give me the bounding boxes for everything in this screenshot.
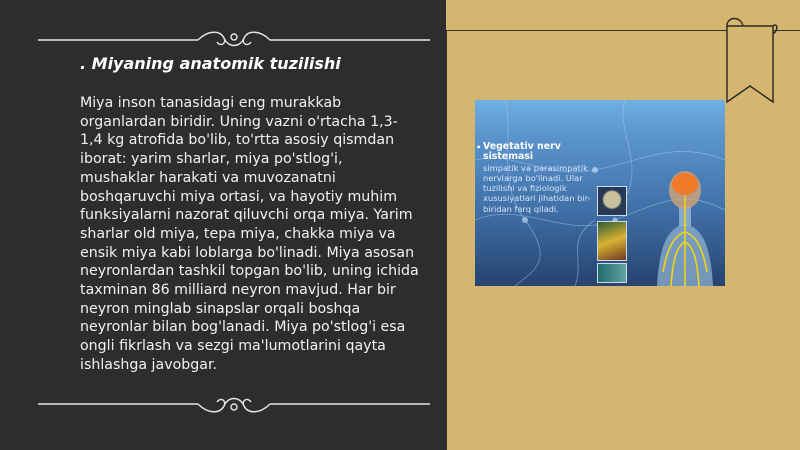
bookmark-ribbon-icon [721, 16, 781, 108]
image-panel [446, 0, 800, 450]
brain-thumbnail [597, 186, 627, 216]
nerve-thumbnail [597, 221, 627, 261]
flourish-divider-icon [38, 28, 430, 52]
caption-bullet: • [476, 142, 482, 152]
nervous-system-image [475, 100, 725, 286]
tissue-thumbnail [597, 263, 627, 283]
caption-heading: Vegetativ nerv sistemasi [483, 141, 561, 163]
image-caption [476, 141, 593, 214]
slide-heading: . Miyaning anatomik tuzilishi [80, 54, 341, 73]
caption-body: simpatik va parasimpatik nervlarga bo'linadi. Ular tuzilishi va fiziologik xususiyatlari jihatidan bir-biridan farq qiladi. [483, 162, 591, 214]
frame-line [446, 30, 447, 450]
flourish-divider-icon [38, 392, 430, 416]
human-nervous-system-figure [645, 162, 725, 286]
slide-body-text: Miya inson tanasidagi eng murakkab organlardan biridir. Uning vazni o'rtacha 1,3-1,4 kg atrofida bo'lib, to'rtta asosiy qismdan iborat: yarim sharlar, miya po'stlog'i, mushaklar harakati va muvozanatni boshqaruvchi miya ortasi, va hayotiy muhim funksiyalarni nazorat qiluvchi orqa miya. Yarim sharlar old miya, tepa miya, chakka miya va ensik miya kabi loblarga bo'linadi. Miya asosan neyronlardan tashkil topgan bo'lib, uning ichida taxminan 86 milliard neyron mavjud. Har bir neyron minglab sinapslar orqali boshqa neyronlar bilan bog'lanadi. Miya po'stlog'i esa ongli fikrlash va sezgi ma'lumotlarini qayta ishlashga javobgar. [80, 95, 419, 373]
